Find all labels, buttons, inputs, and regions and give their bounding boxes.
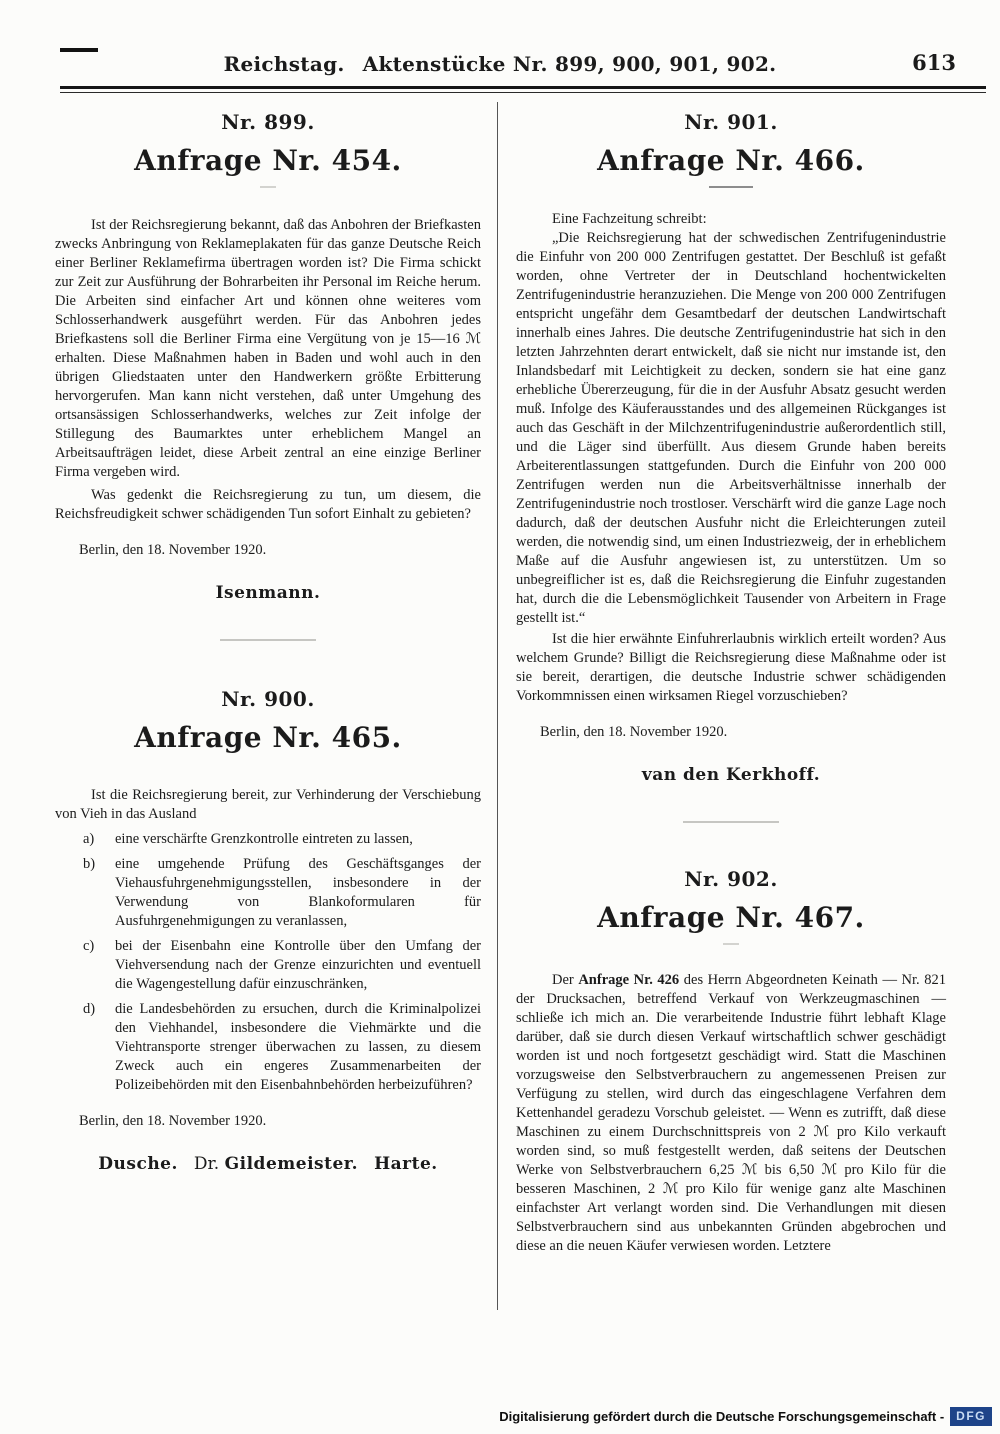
left-column [55, 102, 481, 1174]
signature-prefix: Dr. [193, 1154, 220, 1174]
date-line: Berlin, den 18. November 1920. [79, 1113, 267, 1129]
list-item-text: eine verschärfte Grenzkontrolle eintreten zu lassen, [115, 831, 413, 847]
digitization-footer [499, 1407, 992, 1426]
section-title-454: Anfrage Nr. 454. [134, 144, 402, 177]
bold-reference: Anfrage Nr. 426 [578, 972, 680, 988]
column-divider [497, 102, 498, 1310]
paragraph: Eine Fachzeitung schreibt: [552, 211, 707, 227]
right-column [516, 102, 946, 1256]
paragraph: „Die Reichsregierung hat der schwedischen Zentrifugenindustrie die Einfuhr von 200 000 Zentrifugen gestattet. Der Beschluß ist gefaßt worden, ohne Vertreter der in Deutschland hochentwickelten Zentrifugenindustrie heranzuziehen. Die Menge von 200 000 Zentrifugen entspricht ungefähr dem Gesamtbedarf der deutschen Landwirtschaft innerhalb eines Jahres. Die deutsche Zentrifugenindustrie hat sich in den letzten Jahrzehnten derart entwickelt, daß sie nicht nur imstande ist, den Inlandsbedarf mit Leichtigkeit zu decken, sondern sie hat eine ganz erhebliche Übererzeugung, für die in der Ausfuhr Absatz gesucht werden muß. Infolge des Käuferausstandes und des allgemeinen Rückganges ist auch das Geschäft in der Milchzentrifugenindustrie außerordentlich still, und die Läger sind überfüllt. Aus diesem Grunde haben bereits Arbeiterentlassungen stattgefunden. Durch die Einfuhr von 200 000 Zentrifugen werden nun die Arbeitsverhältnisse innerhalb der Zentrifugenindustrie noch trostloser. Verschärft wird die ganze Lage noch dadurch, daß der deutschen Ausfuhr nicht die Erleichterungen zuteil werden, die notwendig sind, um einen Industriezweig, der in erheblichem Maße auf die Ausfuhr angewiesen ist, zu unterstützen. Um so unbegreiflicher ist es, daß die Reichsregierung die Einfuhr zugestanden hat, durch die die Lebensmöglichkeit Tausender von Arbeitern in Frage gestellt ist.“ [516, 230, 946, 626]
section-number-900: Nr. 900. [221, 687, 315, 711]
list-item-label: b) [83, 856, 96, 872]
signature: Harte. [374, 1154, 438, 1174]
list-item [55, 830, 481, 849]
list-item-text: die Landesbehörden zu ersuchen, durch die Kriminalpolizei den Viehhandel, insbesondere die Viehmärkte und die Viehtransporte strenger überwachen zu lassen, zu diesem Zweck auch ein engeres Zusammenarbeiten der Polizeibehörden mit den Eisenbahnbehörden herbeizuführen? [115, 1001, 481, 1093]
signature: Dusche. [98, 1154, 178, 1174]
list-item [55, 937, 481, 994]
paragraph: Was gedenkt die Reichsregierung zu tun, um diesem, die Reichsfreudigkeit schwer schädigenden Tun sofort Einhalt zu gebieten? [55, 487, 481, 522]
list-item-text: bei der Eisenbahn eine Kontrolle über den Umfang der Viehversendung nach der Grenze einzurichten und eventuell die Wagengestellung dafür einzuschränken, [115, 938, 481, 992]
list-item [55, 1000, 481, 1095]
section-number-902: Nr. 902. [684, 867, 778, 891]
dfg-logo: DFG [950, 1407, 992, 1426]
list-item-label: d) [83, 1001, 96, 1017]
list-item-label: a) [83, 831, 95, 847]
signature: Dr. Gildemeister. [193, 1154, 359, 1174]
paragraph: Ist die hier erwähnte Einfuhrerlaubnis wirklich erteilt worden? Aus welchem Grunde? Billigt die Reichsregierung diese Maßnahme oder ist sie bereit, derartigen, die deutsche Industrie schwer schädigenden Vorkommnissen einen wirksamen Riegel vorzuschieben? [516, 631, 946, 704]
paragraph: Ist der Reichsregierung bekannt, daß das Anbohren der Briefkasten zwecks Anbringung von Reklameplakaten für das ganze Deutsche Reich einer Berliner Reklamefirma übertragen worden ist? Die Firma schickt zur Zeit zur Ausführung der Bohrarbeiten ihr Personal im Reiche herum. Die Arbeiten sind einfacher Art und können ohne weiteres vom Schlosserhandwerk ausgeführt werden. Für das Anbohren jedes Briefkastens soll die Berliner Firma eine Vergütung von je 15—16 ℳ erhalten. Diese Maßnahmen haben in Baden und wohl auch in den übrigen Gliedstaaten unter den Handwerkern größte Erbitterung hervorgerufen. Man kann nicht verstehen, daß unter Umgehung des ortsansässigen Schlosserhandwerks, welches zur Zeit infolge der Stillegung des Baumarktes unter erheblichem Mangel an Arbeitsaufträgen leidet, diese Arbeit zentral an eine einzige Berliner Firma vergeben wird. [55, 217, 481, 480]
page-number: 613 [912, 50, 956, 75]
heading-divider [709, 186, 753, 188]
section-title-466: Anfrage Nr. 466. [597, 144, 865, 177]
paragraph: Der Anfrage Nr. 426 des Herrn Abgeordneten Keinath — Nr. 821 der Drucksachen, betreffend Verkauf von Werkzeugmaschinen — schließe ich mich an. Die verarbeitende Industrie führt lebhaft Klage darüber, daß sie durch diesen Verkauf wirtschaftlich schwer geschädigt worden ist und noch fortgesetzt geschädigt wird. Statt die Maschinen vorzugsweise den Selbstverbrauchern zu angemessenen Preisen zur Verfügung zu stellen, wird durch das eingeschlagene Verfahren dem Kettenhandel geradezu Vorschub geleistet. — Wenn es zutrifft, daß diese Maschinen zu einem Durchschnittspreis von 2 ℳ pro Kilo verkauft worden sind, so muß festgestellt werden, daß seitens der Deutschen Werke von Selbstverbrauchern 6,25 ℳ bis 6,50 ℳ pro Kilo für die besseren Maschinen, 2 ℳ pro Kilo für wenige ganz alte Maschinen einfachster Art verlangt worden sind. Die Verhandlungen mit diesen Selbstverbrauchern sind aus unbekannten Gründen abgebrochen und diese an die neuen Käufer verwiesen worden. Letztere [516, 972, 946, 1254]
section-number-899: Nr. 899. [221, 110, 315, 134]
signature: Isenmann. [215, 583, 321, 603]
list-item [55, 855, 481, 931]
section-title-465: Anfrage Nr. 465. [134, 721, 402, 754]
section-separator [220, 639, 316, 641]
masthead-issue: Aktenstücke Nr. 899, 900, 901, 902. [362, 52, 777, 76]
masthead-journal: Reichstag. [223, 52, 345, 76]
footer-credit: Digitalisierung gefördert durch die Deutsche Forschungsgemeinschaft - [499, 1409, 945, 1424]
heading-divider [260, 186, 276, 188]
signature: van den Kerkhoff. [641, 765, 821, 785]
section-number-901: Nr. 901. [684, 110, 778, 134]
signature-row [55, 1154, 481, 1174]
section-title-467: Anfrage Nr. 467. [597, 901, 865, 934]
date-line: Berlin, den 18. November 1920. [540, 724, 728, 740]
date-line: Berlin, den 18. November 1920. [79, 542, 267, 558]
list-item-label: c) [83, 938, 95, 954]
question-list [55, 830, 481, 1095]
paragraph: Ist die Reichsregierung bereit, zur Verhinderung der Verschiebung von Vieh in das Ausland [55, 787, 481, 822]
list-item-text: eine umgehende Prüfung des Geschäftsganges der Viehausfuhrgenehmigungsstellen, insbesondere in der Verwendung von Blankoformularen für Ausfuhrgenehmigungen zu veranlassen, [115, 856, 481, 929]
masthead [0, 52, 1000, 76]
heading-divider [723, 943, 739, 945]
masthead-rule [60, 86, 986, 93]
section-separator [683, 821, 779, 823]
